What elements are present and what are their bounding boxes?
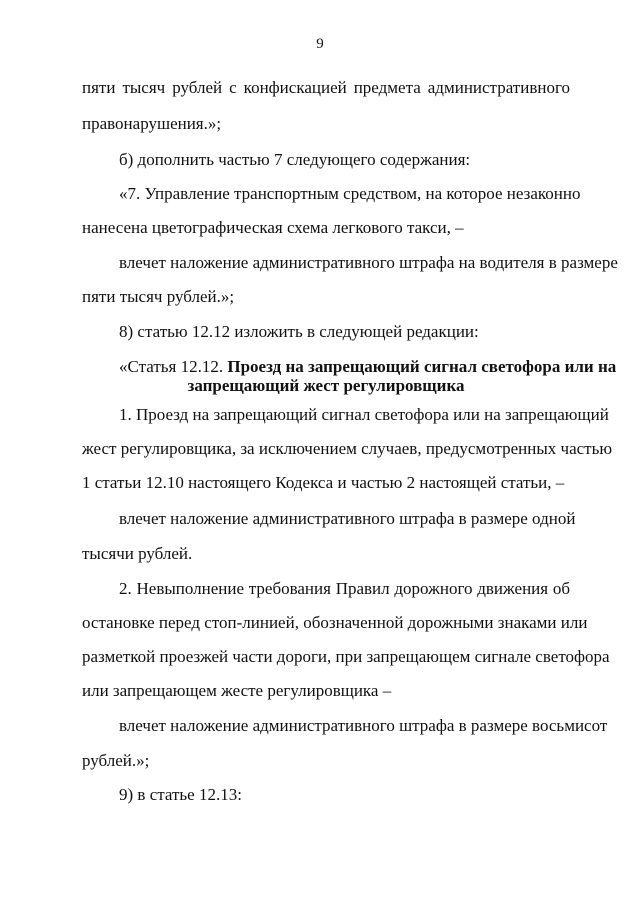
text-line: пяти тысяч рублей.»; [82, 287, 235, 306]
text-line: «7. Управление транспортным средством, на которое незаконно [119, 184, 581, 203]
text-line: рублей.»; [82, 751, 150, 770]
text-line: 1. Проезд на запрещающий сигнал светофора или на запрещающий [119, 405, 609, 424]
text-line: влечет наложение административного штрафа на водителя в размере [119, 253, 618, 272]
text-line: или запрещающем жесте регулировщика – [82, 681, 392, 700]
text-line: нанесена цветографическая схема легкового такси, – [82, 218, 464, 237]
text-line: влечет наложение административного штрафа в размере восьмисот [119, 716, 608, 735]
text-line: тысячи рублей. [82, 544, 193, 563]
text-line: 9) в статье 12.13: [119, 785, 242, 804]
text-line: 2. Невыполнение требования Правил дорожного движения об [119, 579, 570, 598]
text-line: жест регулировщика, за исключением случаев, предусмотренных частью [82, 439, 613, 458]
text-line: 8) статью 12.12 изложить в следующей редакции: [119, 322, 479, 341]
text-line: пяти тысяч рублей с конфискацией предмета административного [82, 78, 570, 97]
page-number: 9 [316, 36, 324, 52]
text-line: влечет наложение административного штрафа в размере одной [119, 509, 576, 528]
article-number: «Статья 12.12. [119, 357, 224, 376]
article-title: Проезд на запрещающий сигнал светофора или на [227, 357, 617, 376]
text-line: разметкой проезжей части дороги, при запрещающем сигнале светофора [82, 647, 610, 666]
text-line: правонарушения.»; [82, 114, 222, 133]
text-line: остановке перед стоп-линией, обозначенной дорожными знаками или [82, 613, 588, 632]
text-line: 1 статьи 12.10 настоящего Кодекса и частью 2 настоящей статьи, – [82, 473, 565, 492]
text-line: б) дополнить частью 7 следующего содержания: [119, 150, 471, 169]
article-title-cont: запрещающий жест регулировщика [187, 376, 465, 395]
